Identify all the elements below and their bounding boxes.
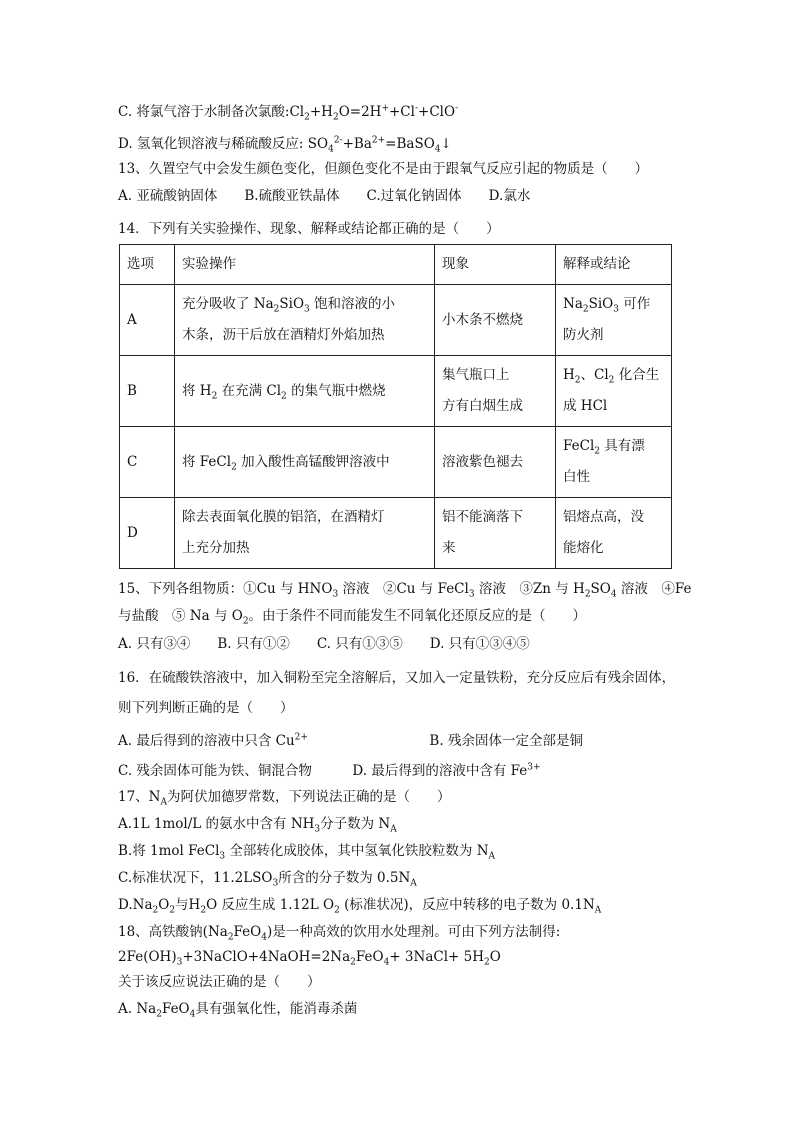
- table-cell: 集气瓶口上 方有白烟生成: [435, 356, 556, 427]
- table-cell: 溶液紫色褪去: [435, 427, 556, 498]
- table-header-cell: 实验操作: [175, 245, 435, 285]
- text-line-q14: 14．下列有关实验操作、现象、解释或结论都正确的是（ ）: [118, 221, 500, 237]
- table-cell: 除去表面氧化膜的铝箔，在酒精灯 上充分加热: [175, 498, 435, 569]
- table-row: [120, 356, 672, 427]
- table-cell: 小木条不燃烧: [435, 285, 556, 356]
- table-cell: C: [120, 427, 175, 498]
- table-cell: 铝不能滴落下 来: [435, 498, 556, 569]
- table-row: [120, 427, 672, 498]
- table-cell: 将 $H_2$ 在充满 $Cl_2$ 的集气瓶中燃烧: [175, 356, 435, 427]
- table-cell: 充分吸收了 $Na_2SiO_3$ 饱和溶液的小 木条，沥干后放在酒精灯外焰加热: [175, 285, 435, 356]
- table-cell: A: [120, 285, 175, 356]
- text-line-d_opt: D. 氢氧化钡溶液与稀硫酸反应: $SO_4^{2-}+Ba^{2+}=BaSO_4↓$: [118, 135, 452, 155]
- text-line-c_opt: C. 将氯气溶于水制备次氯酸$:Cl_2+H_2O=2H^++Cl^-+ClO^-$: [118, 103, 459, 123]
- table-row: [120, 498, 672, 569]
- text-line-q16a: 16．在硫酸铁溶液中，加入铜粉至完全溶解后，又加入一定量铁粉，充分反应后有残余固体，: [118, 670, 676, 686]
- table-header-row: [120, 245, 672, 285]
- text-line-q15a: 15、下列各组物质：①Cu 与 $HNO_3$ 溶液 ②Cu 与 FeCl$_3$ 溶液 ③Zn 与 $H_2SO_4$ 溶液 ④Fe: [118, 581, 692, 600]
- table-cell: 将 FeCl$_2$ 加入酸性高锰酸钾溶液中: [175, 427, 435, 498]
- table-header-cell: 解释或结论: [556, 245, 672, 285]
- table-header-cell: 现象: [435, 245, 556, 285]
- text-line-q18: 18、高铁酸钠$(Na_2FeO_4)$是一种高效的饮用水处理剂。可由下列方法制得:: [118, 924, 561, 943]
- table-cell: FeCl$_2$ 具有漂 白性: [556, 427, 672, 498]
- table-cell: D: [120, 498, 175, 569]
- table-cell: 铝熔点高，没 能熔化: [556, 498, 672, 569]
- text-line-q16_cd: C. 残余固体可能为铁、铜混合物 D. 最后得到的溶液中含有 $Fe^{3+}$: [118, 762, 541, 779]
- text-line-q17d: $D.Na_2O_2$与$H_2O$ 反应生成 1.12L $O_2$ (标准状况)，反应中转移的电子数为 $0.1N_A$: [118, 897, 602, 916]
- text-line-q16_ab: A. 最后得到的溶液中只含 $Cu^{2+}$ B. 残余固体一定全部是铜: [118, 732, 583, 749]
- text-line-q13: 13、久置空气中会发生颜色变化，但颜色变化不是由于跟氧气反应引起的物质是（ ）: [118, 161, 649, 177]
- text-line-q18_ask: 关于该反应说法正确的是（ ）: [118, 974, 321, 990]
- text-line-q17: 17、$N_A$为阿伏加德罗常数，下列说法正确的是（ ）: [118, 789, 451, 808]
- text-line-q15_opts: A. 只有③④ B. 只有①② C. 只有①③⑤ D. 只有①③④⑤: [118, 636, 530, 652]
- table-cell: $H_2$、$Cl_2$ 化合生 成 HCl: [556, 356, 672, 427]
- table-cell: $Na_2SiO_3$ 可作 防火剂: [556, 285, 672, 356]
- table-cell: B: [120, 356, 175, 427]
- text-line-q15b: 与盐酸 ⑤ Na 与 $O_2$。由于条件不同而能发生不同氧化还原反应的是（ ）: [118, 608, 587, 627]
- experiment-table: [119, 244, 672, 569]
- text-line-q17c: C.标准状况下，$11.2LSO_3$所含的分子数为 $0.5N_A$: [118, 870, 417, 889]
- text-line-q16b: 则下列判断正确的是（ ）: [118, 700, 294, 716]
- text-line-q18_a: A. $Na_2FeO_4$具有强氧化性，能消毒杀菌: [118, 1001, 358, 1020]
- text-line-q17b: B.将 1mol FeCl$_3$ 全部转化成胶体，其中氢氧化铁胶粒数为 $N_A$: [118, 843, 496, 862]
- table-header-cell: 选项: [120, 245, 175, 285]
- table-row: [120, 285, 672, 356]
- text-line-q17a: A.1L 1mol/L 的氨水中含有 $NH_3$分子数为 $N_A$: [118, 816, 397, 835]
- text-line-q13_opts: A. 亚硫酸钠固体 B.硫酸亚铁晶体 C.过氧化钠固体 D.氯水: [118, 188, 531, 204]
- text-line-q18_eq: $2Fe(OH)_3+3NaClO+4NaOH=2Na_2FeO_4+$ 3NaCl+ $5H_2O$: [118, 949, 501, 968]
